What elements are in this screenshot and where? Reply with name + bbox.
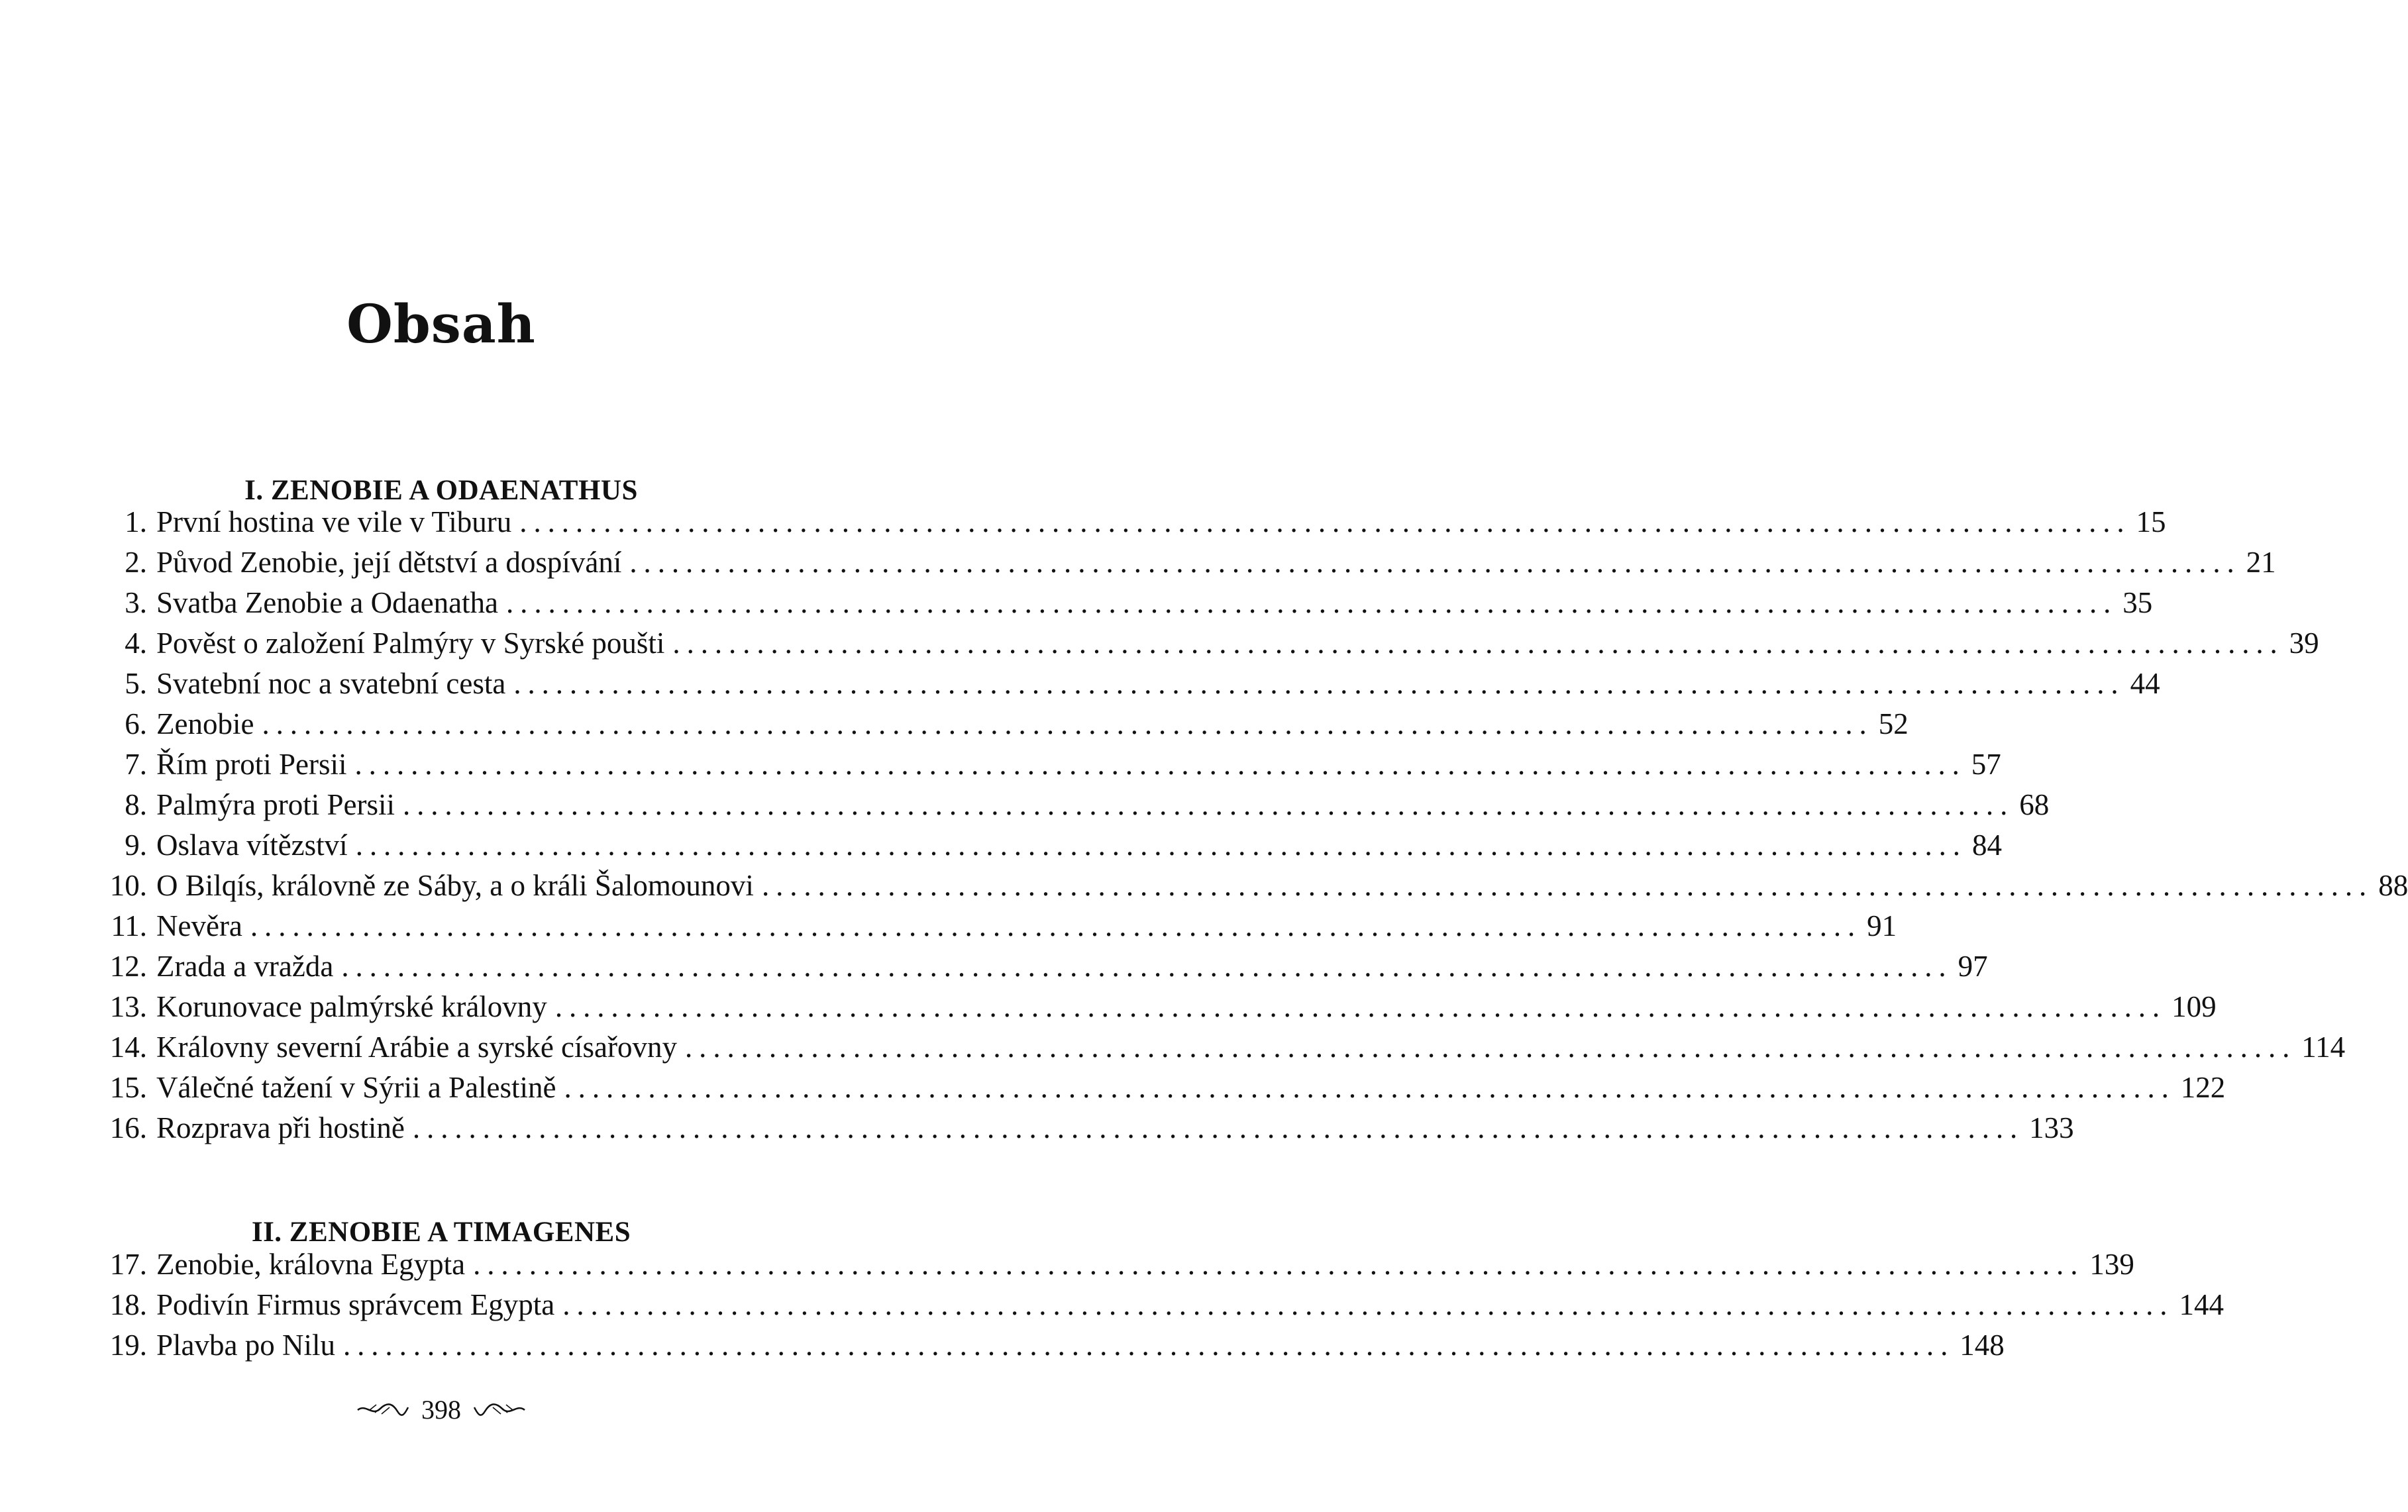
toc-entry-number: 13 .	[106, 987, 147, 1027]
toc-entry-title: Původ Zenobie, její dětství a dospívání	[156, 546, 622, 579]
toc-entry-number: 1 .	[106, 502, 147, 542]
toc-entry-page: 139	[2089, 1248, 2134, 1281]
toc-entry-title: Podivín Firmus správcem Egypta	[156, 1288, 555, 1321]
toc-entry-number: 3 .	[106, 583, 147, 623]
toc-entry-page: 57	[1971, 748, 2001, 781]
toc-entry-page: 44	[2130, 667, 2160, 700]
page-title: Obsah	[346, 292, 536, 355]
toc-dot-leader	[519, 502, 2130, 542]
toc-dot-leader	[762, 866, 2373, 906]
toc-entry[interactable]	[106, 906, 1897, 946]
toc-entry-number: 5 .	[106, 664, 147, 704]
toc-entry-title: Svatba Zenobie a Odaenatha	[156, 586, 499, 619]
toc-entry-page: 133	[2029, 1111, 2074, 1144]
toc-entry-title: Nevěra	[156, 909, 242, 942]
toc-entry[interactable]	[106, 946, 1988, 987]
toc-entry[interactable]	[106, 866, 2408, 906]
toc-entry-title: Pověst o založení Palmýry v Syrské poušti	[156, 627, 665, 660]
toc-entry-page: 35	[2122, 586, 2153, 619]
toc-entry-page: 68	[2019, 788, 2050, 821]
toc-entry-page: 122	[2180, 1071, 2226, 1104]
toc-entry-page: 109	[2172, 990, 2217, 1023]
toc-entry[interactable]	[106, 1068, 2226, 1108]
toc-entry[interactable]	[106, 664, 2160, 704]
toc-entry[interactable]	[106, 502, 2166, 542]
flourish-left-icon	[356, 1401, 409, 1419]
toc-entry-title: Korunovace palmýrské královny	[156, 990, 547, 1023]
toc-entry-title: Zenobie, královna Egypta	[156, 1248, 466, 1281]
toc-entry-number: 16 .	[106, 1108, 147, 1148]
toc-entry-number: 12 .	[106, 946, 147, 987]
toc-dot-leader	[262, 704, 1873, 744]
toc-entry-number: 8 .	[106, 785, 147, 825]
toc-entry[interactable]	[106, 1244, 2134, 1285]
toc-dot-leader	[473, 1244, 2084, 1285]
toc-dot-leader	[506, 583, 2117, 623]
toc-entry[interactable]	[106, 785, 2050, 825]
toc-entry-number: 18 .	[106, 1285, 147, 1325]
toc-entry[interactable]	[106, 542, 2276, 583]
toc-entry[interactable]	[106, 623, 2319, 664]
toc-entry[interactable]	[106, 825, 2002, 866]
section-heading-1: I. ZENOBIE A ODAENATHUS	[244, 474, 638, 506]
toc-dot-leader	[356, 825, 1967, 866]
toc-entry-title: Královny severní Arábie a syrské císařovny	[156, 1031, 678, 1064]
toc-entry-title: Zrada a vražda	[156, 950, 334, 983]
toc-entry-number: 7 .	[106, 744, 147, 785]
toc-list-2	[106, 1244, 2224, 1366]
toc-list-1	[106, 502, 2408, 1148]
toc-dot-leader	[672, 623, 2283, 664]
toc-entry-title: Svatební noc a svatební cesta	[156, 667, 506, 700]
toc-entry-title: Rozprava při hostině	[156, 1111, 405, 1144]
toc-dot-leader	[513, 664, 2124, 704]
toc-entry-title: Plavba po Nilu	[156, 1329, 335, 1362]
toc-entry[interactable]	[106, 1285, 2224, 1325]
toc-entry-number: 10 .	[106, 866, 147, 906]
toc-entry-number: 11 .	[106, 906, 147, 946]
toc-entry-number: 2 .	[106, 542, 147, 583]
toc-entry-number: 9 .	[106, 825, 147, 866]
toc-dot-leader	[629, 542, 2240, 583]
toc-entry-page: 97	[1958, 950, 1988, 983]
toc-entry-title: Řím proti Persii	[156, 748, 347, 781]
toc-entry-page: 21	[2246, 546, 2276, 579]
toc-entry-title: O Bilqís, královně ze Sáby, a o králi Šalomounovi	[156, 869, 754, 902]
toc-dot-leader	[413, 1108, 2024, 1148]
toc-dot-leader	[355, 744, 1966, 785]
toc-entry-page: 15	[2136, 505, 2166, 538]
toc-entry-number: 19 .	[106, 1325, 147, 1366]
toc-entry-page: 52	[1878, 707, 1909, 740]
toc-entry[interactable]	[106, 1108, 2074, 1148]
toc-dot-leader	[343, 1325, 1954, 1366]
toc-entry-page: 114	[2301, 1031, 2346, 1064]
toc-entry-number: 17 .	[106, 1244, 147, 1285]
toc-entry[interactable]	[106, 704, 1909, 744]
toc-entry-number: 15 .	[106, 1068, 147, 1108]
page-number: 398	[421, 1395, 461, 1425]
toc-entry-title: První hostina ve vile v Tiburu	[156, 505, 512, 538]
toc-entry[interactable]	[106, 744, 2001, 785]
toc-entry-title: Válečné tažení v Sýrii a Palestině	[156, 1071, 556, 1104]
toc-dot-leader	[564, 1068, 2175, 1108]
flourish-right-icon	[473, 1401, 526, 1419]
toc-entry[interactable]	[106, 583, 2153, 623]
toc-entry-page: 39	[2289, 627, 2319, 660]
toc-entry-number: 14 .	[106, 1027, 147, 1068]
toc-entry-page: 84	[1971, 829, 2002, 862]
toc-entry-number: 4 .	[106, 623, 147, 664]
toc-entry-title: Oslava vítězství	[156, 829, 348, 862]
toc-entry-page: 91	[1867, 909, 1897, 942]
toc-dot-leader	[250, 906, 1861, 946]
toc-entry-title: Palmýra proti Persii	[156, 788, 395, 821]
section-heading-2: II. ZENOBIE A TIMAGENES	[251, 1216, 631, 1248]
toc-dot-leader	[403, 785, 2014, 825]
toc-entry-title: Zenobie	[156, 707, 254, 740]
toc-entry-page: 144	[2179, 1288, 2224, 1321]
toc-entry[interactable]	[106, 987, 2217, 1027]
toc-dot-leader	[685, 1027, 2296, 1068]
toc-dot-leader	[555, 987, 2166, 1027]
toc-entry-page: 88	[2378, 869, 2408, 902]
toc-entry-page: 148	[1960, 1329, 2005, 1362]
page-footer	[0, 1394, 882, 1425]
toc-dot-leader	[341, 946, 1952, 987]
toc-entry-number: 6 .	[106, 704, 147, 744]
toc-entry[interactable]	[106, 1325, 2005, 1366]
toc-dot-leader	[562, 1285, 2173, 1325]
toc-entry[interactable]	[106, 1027, 2346, 1068]
